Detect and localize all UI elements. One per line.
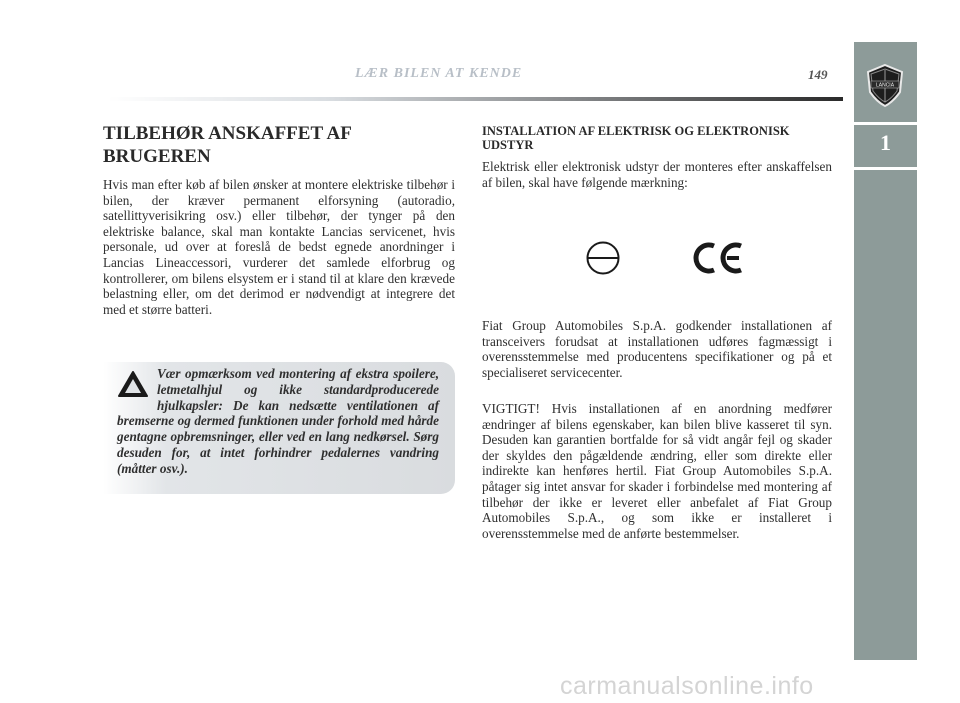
section-heading: TILBEHØR ANSKAFFET AF BRUGEREN xyxy=(103,123,352,167)
running-header-title: LÆR BILEN AT KENDE xyxy=(355,66,523,81)
installation-section xyxy=(482,124,832,190)
side-tab-separator xyxy=(854,167,917,170)
svg-text:LANCIA: LANCIA xyxy=(875,82,895,89)
transceiver-paragraph: Fiat Group Automobiles S.p.A. godkender installationen af transceivers forudsat at installationen udføres fagmæssigt i overensstemmelse med producentens specifikationer og på et specialiseret servicecenter. xyxy=(482,318,832,380)
warning-text: Vær opmærksom ved montering af ekstra spoilere, letmetalhjul og ikke standardproducerede hjulkapsler: De kan nedsætte ventilationen af bremserne og dermed funktionen under forhold med hårde gentagne opbremsninger, eller ved en lang nedkørsel. Sørg desuden for, at intet forhindrer pedalernes vandring (måtter osv.). xyxy=(117,366,439,476)
accessories-section xyxy=(103,122,455,317)
section-subheading: INSTALLATION AF ELEKTRISK OG ELEKTRONISK UDSTYR xyxy=(482,124,790,152)
marking-paragraph: Elektrisk eller elektronisk udstyr der monteres efter anskaffelsen af bilen, skal have følgende mærkning: xyxy=(482,159,832,190)
ce-mark-icon xyxy=(687,242,747,274)
page-number: 149 xyxy=(808,67,828,82)
chapter-number: 1 xyxy=(880,130,891,155)
e-mark-icon xyxy=(585,240,621,276)
accessories-paragraph: Hvis man efter køb af bilen ønsker at montere elektriske tilbehør i bilen, der kræver permanent elforsyning (autoradio, satellittyverisikring osv.) eller tilbehør, der tynger på den elektriske balance, skal man kontakte Lancias servicenet, hvis personale, ud over at foreslå de bedst egnede anordninger i Lancias Lineaccessori, vurderer det samlede elforbrug og kontrollerer, om bilens elsystem er i stand til at klare den krævede belastning eller, om det derimod er nødvendigt at integrere det med et større batteri. xyxy=(103,177,455,317)
side-tab-separator xyxy=(854,122,917,125)
marking-symbols xyxy=(482,230,832,290)
watermark: carmanualsonline.info xyxy=(560,672,814,700)
important-section xyxy=(482,401,832,541)
important-paragraph: VIGTIGT! Hvis installationen af en anordning medfører ændringer af bilens egenskaber, kan bilen blive kasseret til syn. Desuden kan garantien bortfalde for så vidt angår fejl og skader der skyldes den pågældende ændring, eller som direkte eller indirekte kan henføres hertil. Fiat Group Automobiles S.p.A. påtager sig intet ansvar for skader i forbindelse med montering af tilbehør der ikke er leveret eller anbefalet af Fiat Group Automobiles S.p.A., og som ikke er installeret i overensstemmelse med de anførte bestemmelser. xyxy=(482,401,832,541)
lancia-logo-icon xyxy=(862,62,908,108)
header-rule xyxy=(108,97,843,101)
transceiver-section xyxy=(482,318,832,380)
